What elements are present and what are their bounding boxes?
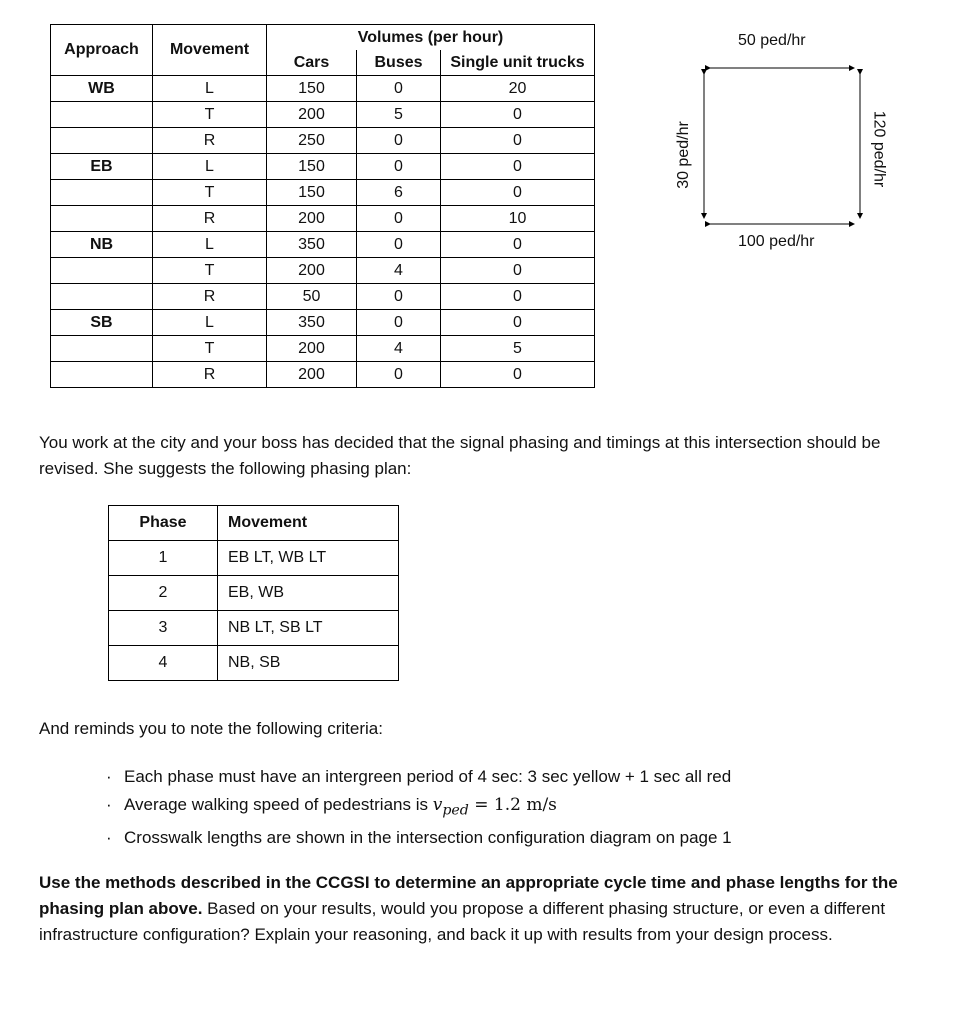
volumes-header: Volumes (per hour)	[267, 25, 595, 51]
cars-cell: 150	[267, 76, 357, 102]
table-row	[51, 76, 595, 102]
phasing-table-body	[109, 541, 399, 681]
criteria-item-crosswalk-lengths: · Crosswalk lengths are shown in the intersection configuration diagram on page 1	[106, 824, 732, 852]
buses-header: Buses	[357, 50, 441, 76]
buses-cell: 0	[357, 128, 441, 154]
table-row	[51, 362, 595, 388]
approach-cell: EB	[51, 154, 153, 180]
bottom-ped-volume: 100 ped/hr	[738, 233, 815, 250]
walking-speed-text: Average walking speed of pedestrians is	[124, 795, 433, 814]
cars-cell: 50	[267, 284, 357, 310]
table-row	[51, 336, 595, 362]
phase-phase-cell: 2	[109, 576, 218, 611]
table-row	[51, 258, 595, 284]
cars-cell: 150	[267, 154, 357, 180]
criteria-intro: And reminds you to note the following criteria:	[39, 719, 383, 738]
phase-movement-cell: NB, SB	[218, 646, 399, 681]
criteria-item-intergreen: · Each phase must have an intergreen period of 4 sec: 3 sec yellow + 1 sec all red	[106, 763, 732, 791]
walking-speed-symbol: $v_{ped}$	[432, 795, 469, 819]
cars-cell: 200	[267, 258, 357, 284]
buses-cell: 6	[357, 180, 441, 206]
approach-cell	[51, 102, 153, 128]
phase-header: Phase	[109, 506, 218, 541]
left-ped-volume: 30 ped/hr	[674, 121, 692, 189]
approach-cell: SB	[51, 310, 153, 336]
table-row	[109, 576, 399, 611]
cars-header: Cars	[267, 50, 357, 76]
cars-cell: 350	[267, 310, 357, 336]
movement-cell: T	[153, 102, 267, 128]
approach-cell	[51, 362, 153, 388]
movement-cell: L	[153, 154, 267, 180]
right-ped-volume: 120 ped/hr	[870, 110, 888, 188]
movement-cell: T	[153, 336, 267, 362]
movement-cell: R	[153, 128, 267, 154]
movement-cell: R	[153, 206, 267, 232]
phase-phase-cell: 4	[109, 646, 218, 681]
table-row	[51, 128, 595, 154]
trucks-cell: 0	[441, 362, 595, 388]
phase-phase-cell: 1	[109, 541, 218, 576]
buses-cell: 0	[357, 232, 441, 258]
buses-cell: 0	[357, 76, 441, 102]
trucks-cell: 5	[441, 336, 595, 362]
cars-cell: 200	[267, 102, 357, 128]
approach-cell: NB	[51, 232, 153, 258]
phase-movement-header: Movement	[218, 506, 399, 541]
movement-cell: L	[153, 232, 267, 258]
question-bold: Use the methods described in the CCGSI to determine an appropriate cycle time and phase lengths for the phasing plan above.	[39, 873, 898, 918]
question-rest: Based on your results, would you propose a different phasing structure, or even a different infrastructure configuration? Explain your reasoning, and back it up with results from your design process.	[39, 899, 886, 944]
movement-cell: L	[153, 76, 267, 102]
movement-cell: T	[153, 180, 267, 206]
buses-cell: 0	[357, 362, 441, 388]
approach-cell	[51, 284, 153, 310]
trucks-cell: 0	[441, 258, 595, 284]
trucks-cell: 0	[441, 310, 595, 336]
approach-cell	[51, 336, 153, 362]
phase-movement-cell: EB LT, WB LT	[218, 541, 399, 576]
movement-header: Movement	[153, 25, 267, 76]
pedestrian-volume-diagram	[668, 28, 896, 248]
table-row	[51, 102, 595, 128]
question-paragraph	[39, 870, 929, 948]
phase-movement-cell: NB LT, SB LT	[218, 611, 399, 646]
cars-cell: 250	[267, 128, 357, 154]
crosswalk-arrows	[668, 28, 896, 248]
movement-cell: L	[153, 310, 267, 336]
volume-table	[50, 24, 595, 388]
table-row	[51, 180, 595, 206]
table-row	[109, 541, 399, 576]
approach-cell	[51, 128, 153, 154]
walking-speed-value: = 1.2 m/s	[468, 795, 557, 815]
movement-cell: T	[153, 258, 267, 284]
approach-cell: WB	[51, 76, 153, 102]
approach-cell	[51, 180, 153, 206]
volume-table-body	[51, 76, 595, 388]
table-row	[109, 611, 399, 646]
buses-cell: 5	[357, 102, 441, 128]
cars-cell: 150	[267, 180, 357, 206]
intro-paragraph: You work at the city and your boss has decided that the signal phasing and timings at this intersection should be revised. She suggests the following phasing plan:	[39, 433, 881, 478]
trucks-cell: 0	[441, 128, 595, 154]
cars-cell: 200	[267, 362, 357, 388]
table-row	[51, 232, 595, 258]
buses-cell: 0	[357, 284, 441, 310]
approach-header: Approach	[51, 25, 153, 76]
trucks-cell: 0	[441, 102, 595, 128]
trucks-header: Single unit trucks	[441, 50, 595, 76]
movement-cell: R	[153, 362, 267, 388]
phasing-table	[108, 505, 399, 681]
trucks-cell: 0	[441, 180, 595, 206]
table-row	[109, 646, 399, 681]
trucks-cell: 0	[441, 232, 595, 258]
approach-cell	[51, 206, 153, 232]
movement-cell: R	[153, 284, 267, 310]
trucks-cell: 20	[441, 76, 595, 102]
cars-cell: 350	[267, 232, 357, 258]
buses-cell: 4	[357, 336, 441, 362]
table-row	[51, 206, 595, 232]
approach-cell	[51, 258, 153, 284]
trucks-cell: 10	[441, 206, 595, 232]
cars-cell: 200	[267, 206, 357, 232]
trucks-cell: 0	[441, 284, 595, 310]
buses-cell: 4	[357, 258, 441, 284]
top-ped-volume: 50 ped/hr	[738, 32, 806, 49]
table-row	[51, 310, 595, 336]
buses-cell: 0	[357, 310, 441, 336]
buses-cell: 0	[357, 206, 441, 232]
cars-cell: 200	[267, 336, 357, 362]
trucks-cell: 0	[441, 154, 595, 180]
phase-movement-cell: EB, WB	[218, 576, 399, 611]
table-row	[51, 154, 595, 180]
buses-cell: 0	[357, 154, 441, 180]
criteria-list	[106, 763, 732, 852]
phase-phase-cell: 3	[109, 611, 218, 646]
table-row	[51, 284, 595, 310]
criteria-item-walking-speed	[106, 791, 732, 824]
